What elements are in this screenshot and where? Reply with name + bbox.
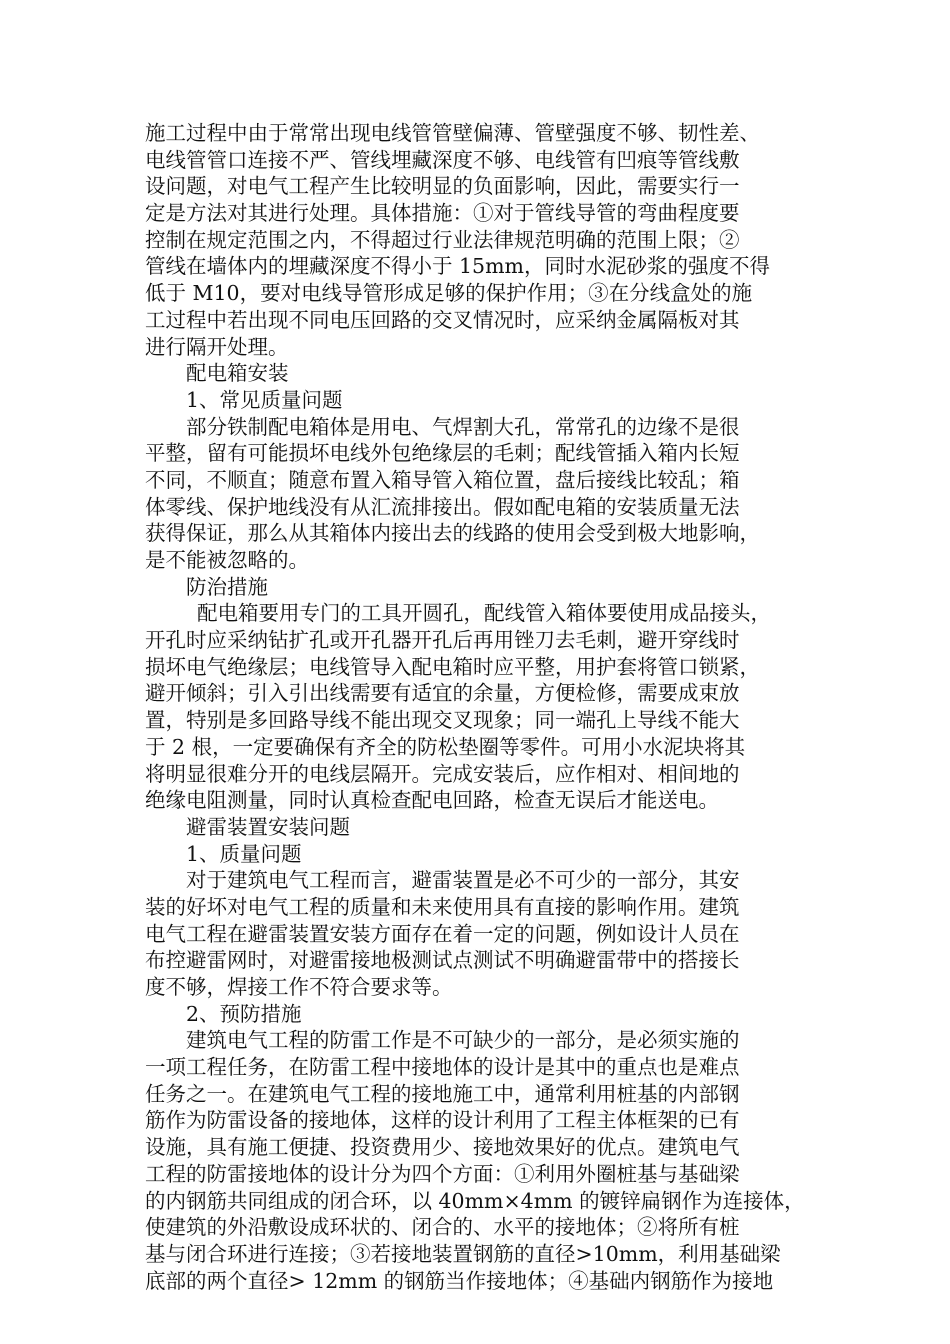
text-line: 配电箱要用专门的工具开圆孔，配线管入箱体要使用成品接头， bbox=[197, 601, 771, 626]
text-line: 使建筑的外沿敷设成环状的、闭合的、水平的接地体；②将所有桩 bbox=[145, 1215, 740, 1240]
text-line: 管线在墙体内的埋藏深度不得小于 15mm，同时水泥砂浆的强度不得 bbox=[145, 254, 770, 279]
text-line: 的内钢筋共同组成的闭合环，以 40mm×4mm 的镀锌扁钢作为连接体， bbox=[145, 1188, 805, 1213]
text-line: 平整，留有可能损坏电线外包绝缘层的毛刺；配线管插入箱内长短 bbox=[145, 441, 740, 466]
text-line: 控制在规定范围之内，不得超过行业法律规范明确的范围上限；② bbox=[145, 227, 740, 252]
text-line: 部分铁制配电箱体是用电、气焊割大孔，常常孔的边缘不是很 bbox=[186, 414, 740, 439]
text-line: 建筑电气工程的防雷工作是不可缺少的一部分，是必须实施的 bbox=[186, 1028, 740, 1053]
document-body bbox=[145, 120, 810, 1294]
text-line: 进行隔开处理。 bbox=[145, 334, 289, 359]
text-line: 于 2 根，一定要确保有齐全的防松垫圈等零件。可用小水泥块将其 bbox=[145, 734, 746, 759]
text-line: 获得保证，那么从其箱体内接出去的线路的使用会受到极大地影响， bbox=[145, 521, 760, 546]
text-line: 电气工程在避雷装置安装方面存在着一定的问题，例如设计人员在 bbox=[145, 921, 740, 946]
text-line: 设施，具有施工便捷、投资费用少、接地效果好的优点。建筑电气 bbox=[145, 1135, 740, 1160]
text-line: 电线管管口连接不严、管线埋藏深度不够、电线管有凹痕等管线敷 bbox=[145, 147, 740, 172]
text-line: 设问题，对电气工程产生比较明显的负面影响，因此，需要实行一 bbox=[145, 174, 740, 199]
text-line: 底部的两个直径> 12mm 的钢筋当作接地体；④基础内钢筋作为接地 bbox=[145, 1268, 774, 1293]
text-line: 配电箱安装 bbox=[186, 361, 289, 386]
text-line: 装的好坏对电气工程的质量和未来使用具有直接的影响作用。建筑 bbox=[145, 894, 740, 919]
text-line: 绝缘电阻测量，同时认真检查配电回路，检查无误后才能送电。 bbox=[145, 788, 719, 813]
text-line: 置，特别是多回路导线不能出现交叉现象；同一端孔上导线不能大 bbox=[145, 708, 740, 733]
text-line: 度不够，焊接工作不符合要求等。 bbox=[145, 975, 453, 999]
text-line: 体零线、保护地线没有从汇流排接出。假如配电箱的安装质量无法 bbox=[145, 494, 740, 519]
text-line: 不同，不顺直；随意布置入箱导管入箱位置，盘后接线比较乱；箱 bbox=[145, 467, 740, 492]
text-line: 避开倾斜；引入引出线需要有适宜的余量，方便检修，需要成束放 bbox=[145, 681, 740, 706]
text-line: 避雷装置安装问题 bbox=[186, 814, 350, 839]
text-line: 是不能被忽略的。 bbox=[145, 548, 309, 572]
text-line: 工过程中若出现不同电压回路的交叉情况时，应采纳金属隔板对其 bbox=[145, 307, 740, 332]
text-line: 1、常见质量问题 bbox=[186, 387, 343, 412]
text-line: 对于建筑电气工程而言，避雷装置是必不可少的一部分，其安 bbox=[186, 868, 740, 893]
text-line: 低于 M10，要对电线导管形成足够的保护作用；③在分线盒处的施 bbox=[145, 281, 753, 306]
text-line: 工程的防雷接地体的设计分为四个方面：①利用外圈桩基与基础梁 bbox=[145, 1161, 740, 1186]
text-line: 防治措施 bbox=[186, 574, 268, 599]
text-line: 布控避雷网时，对避雷接地极测试点测试不明确避雷带中的搭接长 bbox=[145, 948, 740, 973]
text-line: 1、质量问题 bbox=[186, 841, 302, 866]
text-line: 一项工程任务，在防雷工程中接地体的设计是其中的重点也是难点 bbox=[145, 1055, 740, 1080]
text-line: 开孔时应采纳钻扩孔或开孔器开孔后再用锉刀去毛刺，避开穿线时 bbox=[145, 628, 740, 653]
text-line: 2、预防措施 bbox=[186, 1001, 302, 1026]
text-line: 施工过程中由于常常出现电线管管壁偏薄、管壁强度不够、韧性差、 bbox=[145, 121, 760, 145]
text-line: 筋作为防雷设备的接地体，这样的设计利用了工程主体框架的已有 bbox=[145, 1108, 740, 1133]
text-line: 损坏电气绝缘层；电线管导入配电箱时应平整，用护套将管口锁紧， bbox=[145, 654, 760, 679]
text-line: 任务之一。在建筑电气工程的接地施工中，通常利用桩基的内部钢 bbox=[145, 1081, 740, 1106]
text-line: 基与闭合环进行连接；③若接地装置钢筋的直径>10mm，利用基础梁 bbox=[145, 1241, 781, 1266]
text-line: 定是方法对其进行处理。具体措施：①对于管线导管的弯曲程度要 bbox=[145, 201, 740, 226]
text-line: 将明显很难分开的电线层隔开。完成安装后，应作相对、相间地的 bbox=[145, 761, 740, 786]
